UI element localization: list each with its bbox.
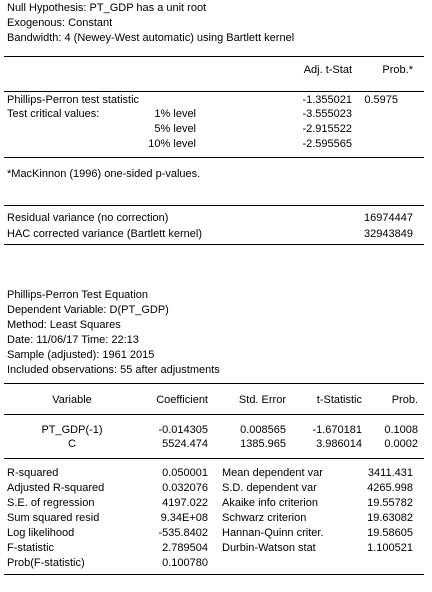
variable-name: PT_GDP(-1) — [41, 424, 103, 436]
t-statistic-value: -1.670181 — [312, 424, 362, 436]
level-10pct-value: -2.595565 — [302, 138, 352, 150]
stat-value: 1.100521 — [367, 542, 413, 554]
level-5pct-value: -2.915522 — [302, 123, 352, 135]
residual-variance-value: 16974447 — [364, 212, 413, 224]
critical-values-label: Test critical values: — [7, 108, 100, 120]
exogenous-text: Exogenous: Constant — [7, 17, 113, 29]
hac-variance-value: 32943849 — [364, 228, 413, 240]
null-hypothesis-text: Null Hypothesis: PT_GDP has a unit root — [7, 2, 207, 14]
divider — [4, 458, 424, 459]
divider — [4, 574, 424, 575]
divider — [4, 205, 424, 206]
stat-value: 0.050001 — [162, 467, 208, 479]
stat-label: Log likelihood — [7, 527, 75, 539]
col-std-error-header: Std. Error — [238, 394, 286, 406]
stat-value: 19.55782 — [367, 497, 413, 509]
stat-label: Adjusted R-squared — [7, 482, 105, 494]
bandwidth-text: Bandwidth: 4 (Newey-West automatic) using Bartlett kernel — [7, 32, 295, 44]
pp-test-prob-value: 0.5975 — [364, 94, 398, 106]
stat-value: 0.100780 — [162, 557, 208, 569]
stat-label: Prob(F-statistic) — [7, 557, 85, 569]
pp-test-statistic-label: Phillips-Perron test statistic — [7, 94, 140, 106]
stat-value: 3411.431 — [367, 467, 413, 479]
date-time-text: Date: 11/06/17 Time: 22:13 — [7, 334, 139, 346]
coefficient-value: -0.014305 — [158, 424, 208, 436]
t-statistic-value: 3.986014 — [316, 438, 362, 450]
stat-value: 9.34E+08 — [160, 512, 208, 524]
stat-value: 4197.022 — [162, 497, 208, 509]
col-variable-header: Variable — [52, 394, 92, 406]
observations-text: Included observations: 55 after adjustments — [7, 364, 220, 376]
stat-label: Mean dependent var — [222, 467, 323, 479]
divider — [4, 383, 424, 384]
dependent-variable-text: Dependent Variable: D(PT_GDP) — [7, 304, 169, 316]
stat-value: 19.63082 — [367, 512, 413, 524]
prob-value: 0.1008 — [384, 424, 418, 436]
col-coefficient-header: Coefficient — [156, 394, 208, 406]
stat-value: 19.58605 — [367, 527, 413, 539]
level-1pct-label: 1% level — [154, 108, 196, 120]
level-1pct-value: -3.555023 — [302, 108, 352, 120]
stat-label: Schwarz criterion — [222, 512, 307, 524]
stat-label: F-statistic — [7, 542, 55, 554]
prob-value: 0.0002 — [384, 438, 418, 450]
stat-value: 0.032076 — [162, 482, 208, 494]
method-text: Method: Least Squares — [7, 319, 121, 331]
col-prob-header: Prob.* — [382, 64, 413, 76]
mackinnon-footnote: *MacKinnon (1996) one-sided p-values. — [7, 168, 201, 180]
divider — [4, 244, 424, 245]
stat-label: Durbin-Watson stat — [222, 542, 316, 554]
std-error-value: 1385.965 — [240, 438, 286, 450]
divider — [4, 91, 424, 92]
stat-value: 2.789504 — [162, 542, 208, 554]
stat-label: R-squared — [7, 467, 59, 479]
stat-label: Akaike info criterion — [222, 497, 318, 509]
divider — [4, 56, 424, 57]
variable-name: C — [68, 438, 76, 450]
stat-label: Hannan-Quinn criter. — [222, 527, 324, 539]
stat-label: S.E. of regression — [7, 497, 95, 509]
level-5pct-label: 5% level — [154, 123, 196, 135]
pp-test-statistic-value: -1.355021 — [302, 94, 352, 106]
residual-variance-label: Residual variance (no correction) — [7, 212, 169, 224]
stat-value: -535.8402 — [158, 527, 208, 539]
std-error-value: 0.008565 — [240, 424, 286, 436]
col-adj-t-stat-header: Adj. t-Stat — [303, 64, 352, 76]
coefficient-value: 5524.474 — [162, 438, 208, 450]
level-10pct-label: 10% level — [148, 138, 196, 150]
stat-label: Sum squared resid — [7, 512, 100, 524]
divider — [4, 414, 424, 415]
col-t-statistic-header: t-Statistic — [316, 394, 362, 406]
sample-text: Sample (adjusted): 1961 2015 — [7, 349, 155, 361]
col-prob-header: Prob. — [391, 394, 418, 406]
equation-title: Phillips-Perron Test Equation — [7, 289, 149, 301]
stat-value: 4265.998 — [367, 482, 413, 494]
stat-label: S.D. dependent var — [222, 482, 317, 494]
divider — [4, 157, 424, 158]
hac-variance-label: HAC corrected variance (Bartlett kernel) — [7, 228, 203, 240]
